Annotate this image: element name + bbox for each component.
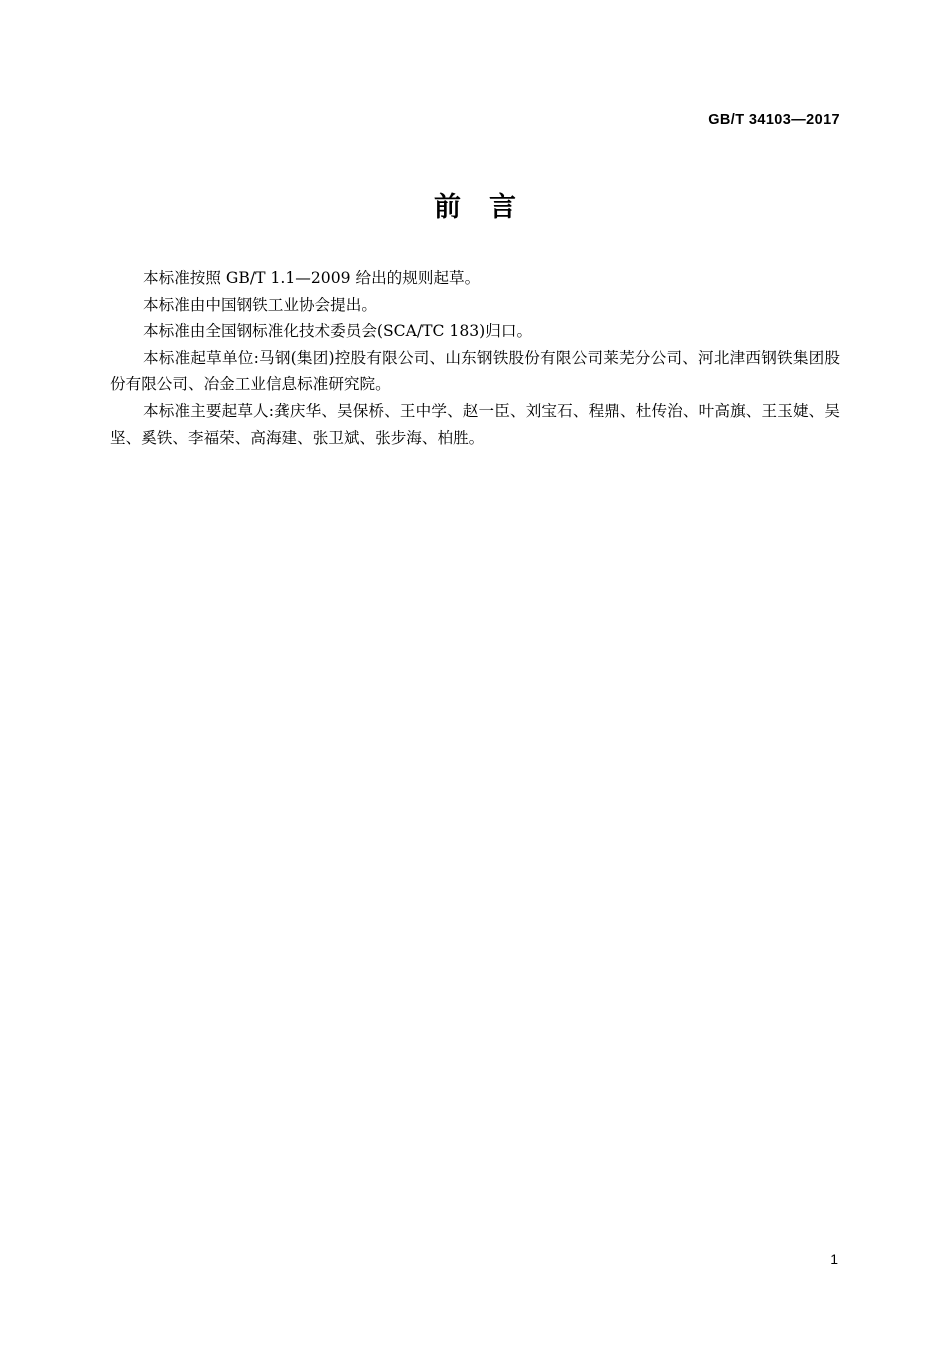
foreword-paragraph: 本标准主要起草人:龚庆华、吴保桥、王中学、赵一臣、刘宝石、程鼎、杜传治、叶高旗、王玉婕、吴坚、奚铁、李福荣、高海建、张卫斌、张步海、柏胜。	[110, 401, 840, 447]
page-number: 1	[830, 1251, 838, 1267]
page-title: 前言	[434, 192, 544, 223]
foreword-paragraph: 本标准由全国钢标准化技术委员会(SCA/TC 183)归口。	[143, 322, 533, 341]
foreword-paragraph: 本标准按照 GB/T 1.1—2009 给出的规则起草。	[143, 269, 481, 287]
foreword-body	[110, 265, 840, 451]
standard-number-header: GB/T 34103—2017	[708, 112, 840, 128]
foreword-paragraph: 本标准由中国钢铁工业协会提出。	[143, 295, 377, 314]
foreword-paragraph: 本标准起草单位:马钢(集团)控股有限公司、山东钢铁股份有限公司莱芜分公司、河北津西钢铁集团股份有限公司、冶金工业信息标准研究院。	[110, 348, 840, 394]
